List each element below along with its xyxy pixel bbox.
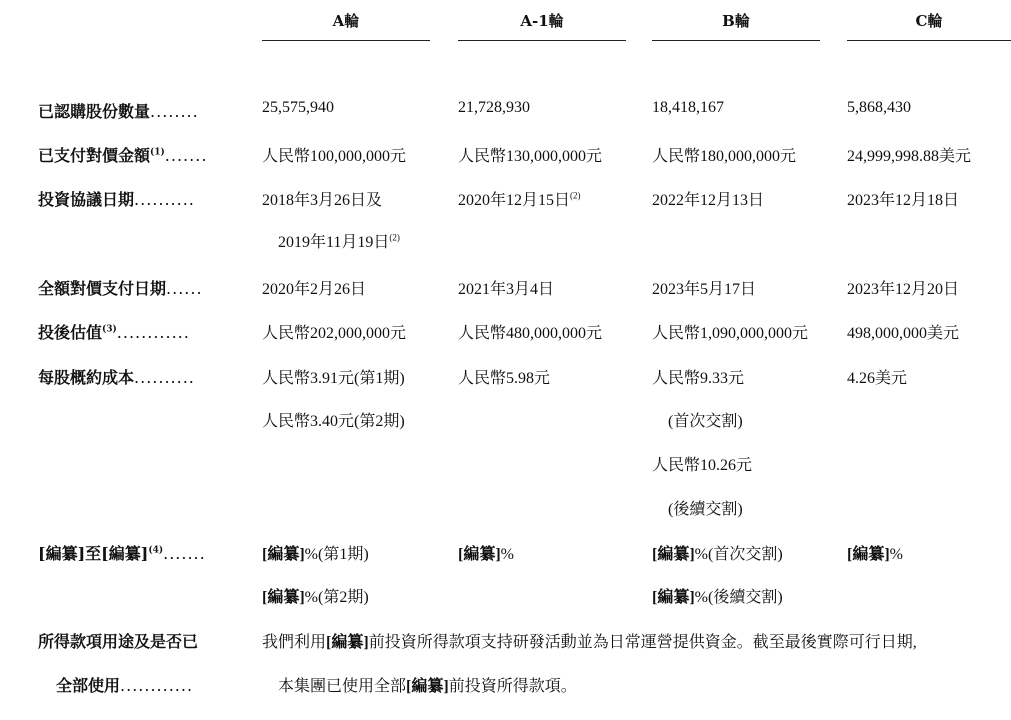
row-label-use-of-proceeds-line1: 所得款項用途及是否已 — [38, 632, 199, 651]
row-label-agreement-date: 投資協議日期.......... — [38, 190, 195, 209]
cell-redacted-b-line1: [編纂]%(首次交割) — [652, 546, 783, 563]
cell-agreement-date-a: 2018年3月26日及 — [262, 192, 383, 209]
cell-agreement-date-c: 2023年12月18日 — [847, 192, 960, 209]
cell-valuation-c: 498,000,000美元 — [847, 325, 960, 342]
cell-cost-b-line1: 人民幣9.33元 — [652, 370, 745, 387]
cell-payment-date-a1: 2021年3月4日 — [458, 281, 555, 298]
cell-valuation-a1: 人民幣480,000,000元 — [458, 325, 603, 342]
cell-shares-c: 5,868,430 — [847, 99, 911, 116]
cell-agreement-date-a1: 2020年12月15日$^{(2)}$ — [458, 190, 581, 209]
proceeds-text-line2: 本集團已使用全部[編纂]前投資所得款項。 — [278, 678, 577, 695]
cell-cost-c: 4.26美元 — [847, 370, 908, 387]
column-header-b: B輪 — [722, 12, 750, 30]
cell-cost-a1: 人民幣5.98元 — [458, 370, 551, 387]
cell-consideration-c: 24,999,998.88美元 — [847, 148, 972, 165]
cell-payment-date-c: 2023年12月20日 — [847, 281, 960, 298]
cell-redacted-c: [編纂]% — [847, 546, 903, 563]
column-rule-c — [847, 40, 1011, 41]
row-label-consideration-paid: 已支付對價金額$^{(1)}$....... — [38, 146, 208, 165]
row-label-payment-date: 全額對價支付日期...... — [38, 279, 203, 298]
column-header-c: C輪 — [915, 12, 943, 30]
cell-valuation-a: 人民幣202,000,000元 — [262, 325, 407, 342]
row-label-use-of-proceeds-line2: 全部使用............ — [56, 676, 194, 695]
cell-redacted-a-line2: [編纂]%(第2期) — [262, 589, 369, 606]
cell-shares-a: 25,575,940 — [262, 99, 334, 116]
cell-valuation-b: 人民幣1,090,000,000元 — [652, 325, 809, 342]
cell-agreement-date-a-line2: 2019年11月19日$^{(2)}$ — [278, 232, 400, 251]
column-header-a: A輪 — [332, 12, 360, 30]
row-label-post-money-valuation: 投後估值$^{(3)}$............ — [38, 323, 190, 342]
column-rule-b — [652, 40, 820, 41]
row-label-shares-subscribed: 已認購股份數量........ — [38, 102, 199, 121]
cell-consideration-b: 人民幣180,000,000元 — [652, 148, 797, 165]
row-label-redacted-range: [編纂]至[編纂]$^{(4)}$....... — [38, 544, 206, 563]
cell-cost-a-line2: 人民幣3.40元(第2期) — [262, 413, 405, 430]
cell-cost-b-line4: (後續交割) — [668, 501, 743, 518]
cell-cost-b-line3: 人民幣10.26元 — [652, 457, 753, 474]
cell-agreement-date-b: 2022年12月13日 — [652, 192, 765, 209]
row-label-cost-per-share: 每股概約成本.......... — [38, 368, 195, 387]
cell-payment-date-b: 2023年5月17日 — [652, 281, 757, 298]
cell-redacted-a1: [編纂]% — [458, 546, 514, 563]
cell-redacted-b-line2: [編纂]%(後續交割) — [652, 589, 783, 606]
cell-shares-b: 18,418,167 — [652, 99, 724, 116]
column-rule-a — [262, 40, 430, 41]
column-rule-a1 — [458, 40, 626, 41]
cell-consideration-a: 人民幣100,000,000元 — [262, 148, 407, 165]
cell-cost-a-line1: 人民幣3.91元(第1期) — [262, 370, 405, 387]
cell-consideration-a1: 人民幣130,000,000元 — [458, 148, 603, 165]
proceeds-text-line1: 我們利用[編纂]前投資所得款項支持研發活動並為日常運營提供資金。截至最後實際可行日期, — [262, 634, 917, 651]
column-header-a1: A-1輪 — [520, 12, 564, 30]
cell-payment-date-a: 2020年2月26日 — [262, 281, 367, 298]
cell-shares-a1: 21,728,930 — [458, 99, 530, 116]
cell-cost-b-line2: (首次交割) — [668, 413, 743, 430]
cell-redacted-a-line1: [編纂]%(第1期) — [262, 546, 369, 563]
